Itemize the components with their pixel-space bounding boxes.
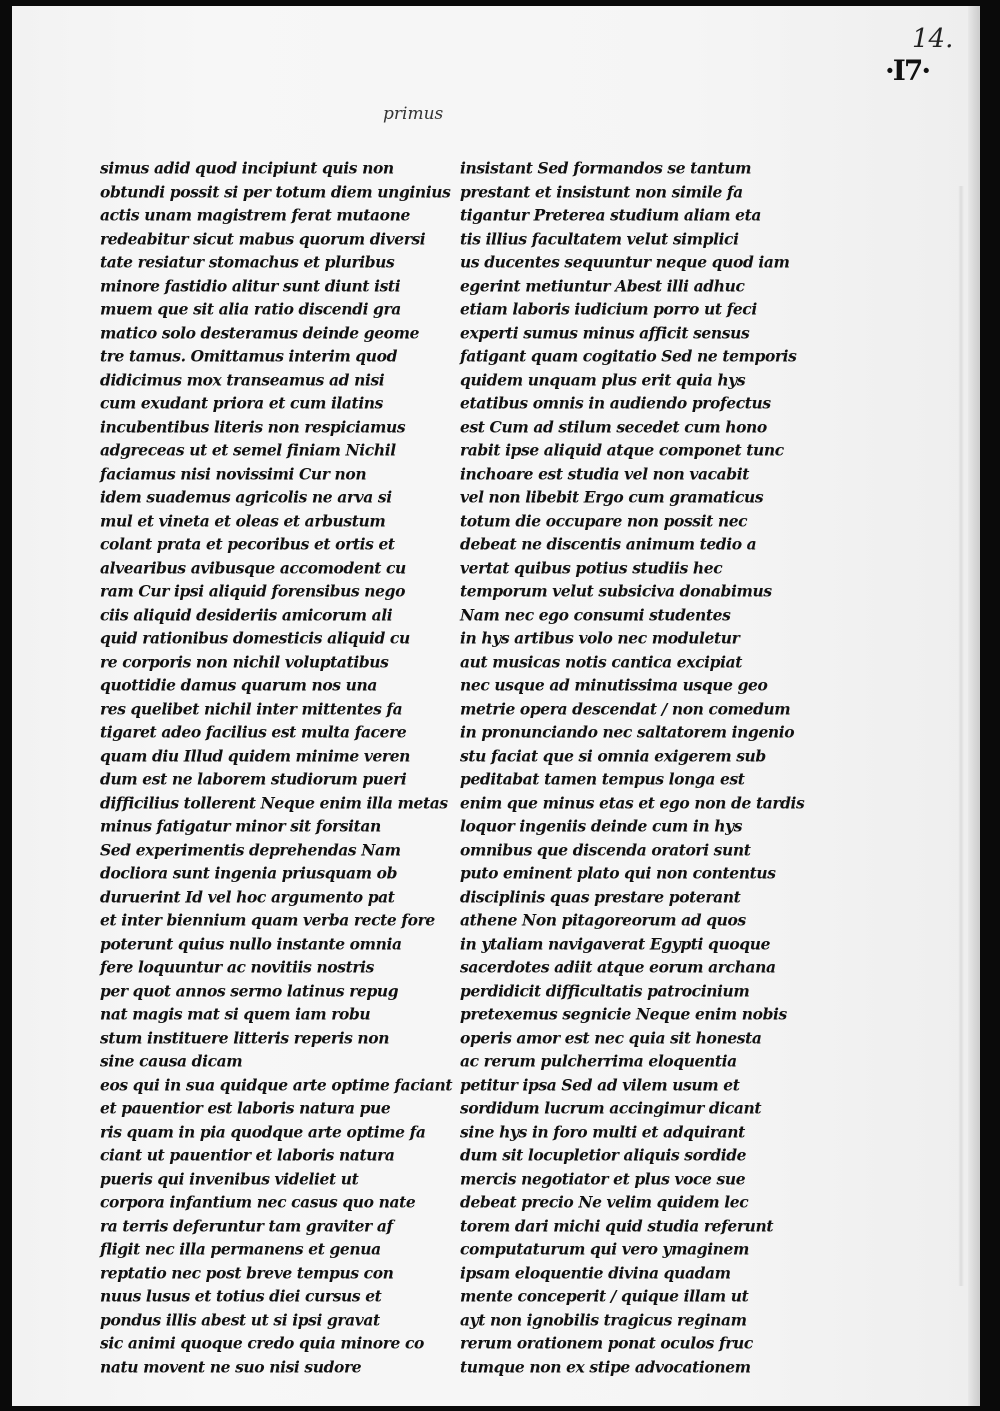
text-line: disciplinis quas prestare poterant	[460, 886, 741, 906]
text-line: in hys artibus volo nec moduletur	[460, 627, 740, 648]
text-line: temporum velut subsiciva donabimus	[460, 580, 772, 601]
text-line: per quot annos sermo latinus repug	[100, 980, 399, 1000]
left-text-column	[100, 156, 453, 1378]
text-line: experti sumus minus afficit sensus	[460, 322, 750, 342]
text-line: quottidie damus quarum nos una	[100, 674, 378, 695]
text-line: incubentibus literis non respiciamus	[100, 416, 406, 436]
text-line: puto eminent plato qui non contentus	[460, 862, 776, 883]
text-line: docliora sunt ingenia priusquam ob	[100, 862, 398, 883]
text-line: pondus illis abest ut si ipsi gravat	[100, 1309, 380, 1329]
text-line: ac rerum pulcherrima eloquentia	[460, 1050, 737, 1071]
text-line: et inter biennium quam verba recte fore	[100, 909, 435, 930]
text-line: sine causa dicam	[100, 1050, 243, 1071]
text-line: duruerint Id vel hoc argumento pat	[100, 886, 395, 906]
text-line: quidem unquam plus erit quia hys	[460, 369, 746, 389]
text-line: fere loquuntur ac novitiis nostris	[100, 956, 374, 977]
text-line: tigaret adeo facilius est multa facere	[100, 721, 407, 742]
text-line: colant prata et pecoribus et ortis et	[100, 533, 395, 554]
text-line: Nam nec ego consumi studentes	[460, 604, 731, 624]
text-line: operis amor est nec quia sit honesta	[460, 1027, 762, 1047]
text-line: dum sit locupletior aliquis sordide	[460, 1144, 747, 1165]
text-line: athene Non pitagoreorum ad quos	[460, 909, 746, 930]
text-line: res quelibet nichil inter mittentes fa	[100, 698, 403, 718]
text-line: poterunt quius nullo instante omnia	[100, 933, 402, 953]
text-line: mul et vineta et oleas et arbustum	[100, 510, 386, 530]
text-line: perdidicit difficultatis patrocinium	[460, 980, 750, 1000]
text-line: rabit ipse aliquid atque componet tunc	[460, 439, 784, 460]
text-line: faciamus nisi novissimi Cur non	[100, 463, 367, 483]
right-text-column	[460, 156, 805, 1378]
text-line: vertat quibus potius studiis hec	[460, 557, 723, 577]
text-line: debeat ne discentis animum tedio a	[460, 533, 757, 554]
text-line: stum instituere litteris reperis non	[100, 1027, 390, 1047]
text-line: est Cum ad stilum secedet cum hono	[460, 416, 767, 436]
text-line: ram Cur ipsi aliquid forensibus nego	[100, 580, 406, 601]
text-line: actis unam magistrem ferat mutaone	[100, 204, 410, 225]
text-line: obtundi possit si per totum diem unginius	[100, 181, 451, 201]
folio-number: 14.	[912, 24, 954, 54]
text-line: ayt non ignobilis tragicus reginam	[460, 1309, 747, 1329]
text-line: cum exudant priora et cum ilatins	[100, 392, 384, 413]
text-line: sordidum lucrum accingimur dicant	[460, 1097, 762, 1118]
text-line: matico solo desteramus deinde geome	[100, 322, 420, 342]
text-line: nuus lusus et totius diei cursus et	[100, 1285, 382, 1306]
text-line: peditabat tamen tempus longa est	[460, 768, 745, 789]
running-head: primus	[383, 104, 444, 124]
text-line: muem que sit alia ratio discendi gra	[100, 298, 401, 319]
text-line: insistant Sed formandos se tantum	[460, 157, 752, 178]
text-line: tis illius facultatem velut simplici	[460, 228, 739, 248]
text-line: ipsam eloquentie divina quadam	[460, 1262, 731, 1282]
text-line: enim que minus etas et ego non de tardis	[460, 792, 805, 812]
text-line: corpora infantium nec casus quo nate	[100, 1191, 416, 1212]
text-line: re corporis non nichil voluptatibus	[100, 651, 389, 671]
text-line: prestant et insistunt non simile fa	[460, 181, 743, 201]
text-line: et pauentior est laboris natura pue	[100, 1097, 391, 1118]
text-line: tumque non ex stipe advocationem	[460, 1356, 751, 1376]
text-line: petitur ipsa Sed ad vilem usum et	[460, 1074, 740, 1094]
text-line: omnibus que discenda oratori sunt	[460, 839, 751, 859]
text-line: etatibus omnis in audiendo profectus	[460, 392, 771, 413]
text-line: sacerdotes adiit atque eorum archana	[460, 956, 776, 977]
text-line: dum est ne laborem studiorum pueri	[100, 768, 407, 789]
text-line: torem dari michi quid studia referunt	[460, 1215, 774, 1235]
text-line: quid rationibus domesticis aliquid cu	[100, 627, 410, 648]
text-line: in pronunciando nec saltatorem ingenio	[460, 721, 795, 742]
text-line: totum die occupare non possit nec	[460, 510, 748, 530]
text-line: pueris qui invenibus videliet ut	[100, 1168, 359, 1188]
text-line: simus adid quod incipiunt quis non	[100, 157, 394, 178]
text-line: minore fastidio alitur sunt diunt isti	[100, 275, 401, 295]
text-line: redeabitur sicut mabus quorum diversi	[100, 228, 426, 248]
text-line: difficilius tollerent Neque enim illa metas	[100, 792, 448, 812]
text-line: rerum orationem ponat oculos fruc	[460, 1332, 753, 1353]
text-line: ciant ut pauentior et laboris natura	[100, 1144, 395, 1165]
page-edge	[968, 6, 978, 1406]
text-line: debeat precio Ne velim quidem lec	[460, 1191, 749, 1212]
text-line: quam diu Illud quidem minime veren	[100, 745, 411, 765]
text-line: egerint metiuntur Abest illi adhuc	[460, 275, 745, 295]
text-line: didicimus mox transeamus ad nisi	[100, 369, 385, 389]
text-line: tate resiatur stomachus et pluribus	[100, 251, 395, 272]
text-line: inchoare est studia vel non vacabit	[460, 463, 749, 483]
text-line: alvearibus avibusque accomodent cu	[100, 557, 406, 577]
text-line: mercis negotiator et plus voce sue	[460, 1168, 746, 1188]
text-line: ris quam in pia quodque arte optime fa	[100, 1121, 426, 1141]
text-line: nec usque ad minutissima usque geo	[460, 674, 768, 695]
text-line: sic animi quoque credo quia minore co	[100, 1332, 424, 1353]
text-line: computaturum qui vero ymaginem	[460, 1238, 750, 1259]
text-line: adgreceas ut et semel finiam Nichil	[100, 439, 396, 460]
text-line: us ducentes sequuntur neque quod iam	[460, 251, 790, 272]
text-line: sine hys in foro multi et adquirant	[460, 1121, 745, 1141]
text-line: tigantur Preterea studium aliam eta	[460, 204, 762, 225]
text-line: vel non libebit Ergo cum gramaticus	[460, 486, 764, 507]
text-line: natu movent ne suo nisi sudore	[100, 1356, 362, 1376]
text-line: ciis aliquid desideriis amicorum ali	[100, 604, 393, 624]
text-line: nat magis mat si quem iam robu	[100, 1003, 371, 1024]
text-line: aut musicas notis cantica excipiat	[460, 651, 742, 671]
text-line: reptatio nec post breve tempus con	[100, 1262, 394, 1282]
text-line: pretexemus segnicie Neque enim nobis	[460, 1003, 787, 1024]
old-folio-number: ·I7·	[885, 54, 930, 87]
text-line: minus fatigatur minor sit forsitan	[100, 815, 381, 836]
text-line: etiam laboris iudicium porro ut feci	[460, 298, 757, 319]
text-line: fatigant quam cogitatio Sed ne temporis	[460, 345, 797, 366]
text-line: mente conceperit / quique illam ut	[460, 1285, 749, 1306]
text-line: idem suademus agricolis ne arva si	[100, 486, 392, 507]
text-line: eos qui in sua quidque arte optime faciant	[100, 1074, 453, 1094]
text-line: metrie opera descendat / non comedum	[460, 698, 791, 718]
text-line: tre tamus. Omittamus interim quod	[100, 345, 398, 366]
text-line: in ytaliam navigaverat Egypti quoque	[460, 933, 771, 953]
text-line: loquor ingeniis deinde cum in hys	[460, 815, 743, 836]
text-line: fligit nec illa permanens et genua	[100, 1238, 381, 1259]
page-fold-shadow	[958, 186, 964, 1286]
text-line: ra terris deferuntur tam graviter af	[100, 1215, 393, 1235]
text-line: Sed experimentis deprehendas Nam	[100, 839, 401, 859]
text-line: stu faciat que si omnia exigerem sub	[460, 745, 766, 765]
